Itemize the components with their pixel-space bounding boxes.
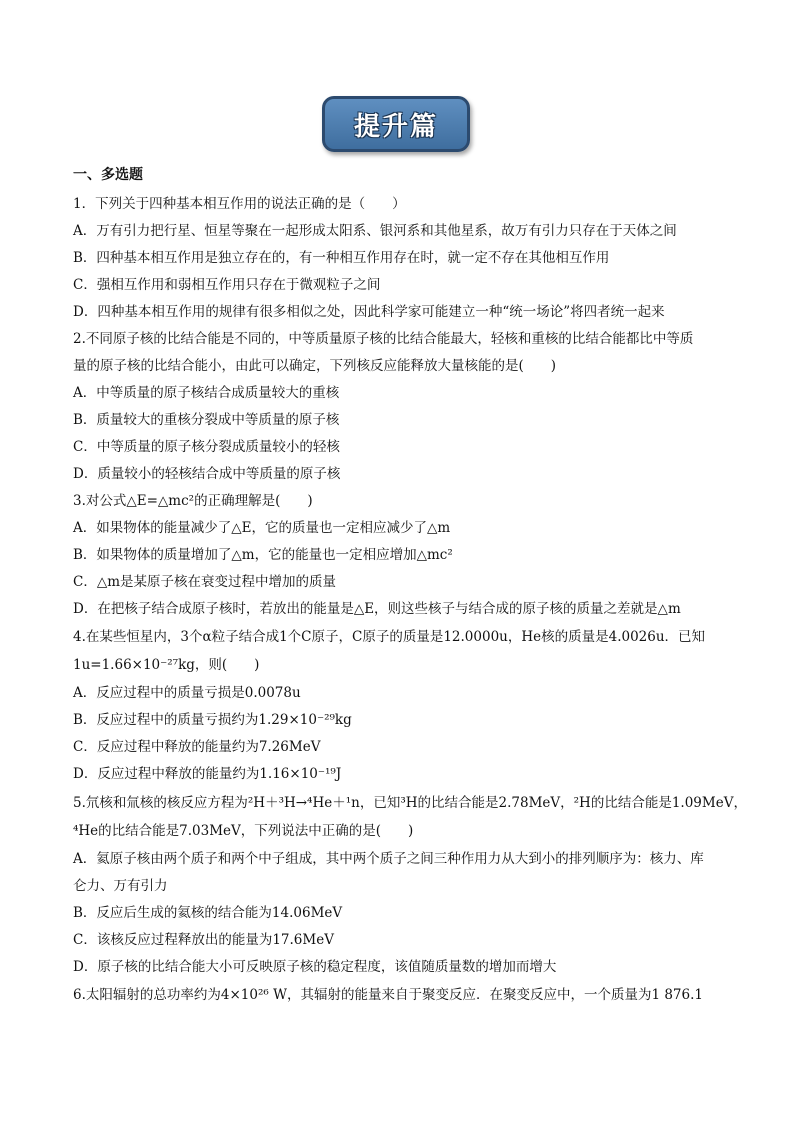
q2-option-c: C．中等质量的原子核分裂成质量较小的轻核	[73, 439, 340, 455]
q4-option-b: B．反应过程中的质量亏损约为1.29×10⁻²⁹kg	[73, 712, 352, 728]
q3-option-b: B．如果物体的质量增加了△m，它的能量也一定相应增加△mc²	[73, 547, 453, 563]
section-heading: 一、多选题	[73, 167, 143, 183]
q5-stem-line2: ⁴He的比结合能是7.03MeV，下列说法中正确的是( )	[73, 823, 414, 839]
q1-option-a: A．万有引力把行星、恒星等聚在一起形成太阳系、银河系和其他星系，故万有引力只存在于天体之间	[73, 223, 677, 239]
q5-option-a-line1: A．氦原子核由两个质子和两个中子组成，其中两个质子之间三种作用力从大到小的排列顺序为：核力、库	[73, 851, 704, 867]
q3-option-a: A．如果物体的能量减少了△E，它的质量也一定相应减少了△m	[73, 520, 451, 536]
q5-option-a-line2: 仑力、万有引力	[73, 878, 168, 894]
q2-stem-line1: 2.不同原子核的比结合能是不同的，中等质量原子核的比结合能最大，轻核和重核的比结合能都比中等质	[73, 331, 694, 347]
q3-stem: 3.对公式△E=△mc²的正确理解是( )	[73, 493, 313, 509]
q5-option-d: D．原子核的比结合能大小可反映原子核的稳定程度，该值随质量数的增加而增大	[73, 959, 557, 975]
q1-option-d: D．四种基本相互作用的规律有很多相似之处，因此科学家可能建立一种“统一场论”将四者统一起来	[73, 304, 665, 320]
q2-option-d: D．质量较小的轻核结合成中等质量的原子核	[73, 466, 341, 482]
q2-option-a: A．中等质量的原子核结合成质量较大的重核	[73, 385, 340, 401]
q4-stem-line1: 4.在某些恒星内，3个α粒子结合成1个C原子，C原子的质量是12.0000u，He核的质量是4.0026u．已知	[73, 629, 706, 645]
q4-option-c: C．反应过程中释放的能量约为7.26MeV	[73, 739, 321, 755]
q2-option-b: B．质量较大的重核分裂成中等质量的原子核	[73, 412, 340, 428]
q3-option-d: D．在把核子结合成原子核时，若放出的能量是△E，则这些核子与结合成的原子核的质量之差就是△m	[73, 601, 681, 617]
q4-option-a: A．反应过程中的质量亏损是0.0078u	[73, 685, 301, 701]
q2-stem-line2: 量的原子核的比结合能小，由此可以确定，下列核反应能释放大量核能的是( )	[73, 358, 557, 374]
q5-option-b: B．反应后生成的氦核的结合能为14.06MeV	[73, 905, 343, 921]
q3-option-c: C．△m是某原子核在衰变过程中增加的质量	[73, 574, 337, 590]
q1-option-b: B．四种基本相互作用是独立存在的，有一种相互作用存在时，就一定不存在其他相互作用	[73, 250, 610, 266]
q1-option-c: C．强相互作用和弱相互作用只存在于微观粒子之间	[73, 277, 381, 293]
q4-stem-line2: 1u=1.66×10⁻²⁷kg，则( )	[73, 657, 260, 673]
q5-option-c: C．该核反应过程释放出的能量为17.6MeV	[73, 932, 334, 948]
q5-stem-line1: 5.氘核和氚核的核反应方程为²H＋³H→⁴He＋¹n，已知³H的比结合能是2.78MeV，²H的比结合能是1.09MeV，	[73, 795, 747, 811]
page-title: 提升篇	[353, 111, 438, 142]
q4-option-d: D．反应过程中释放的能量约为1.16×10⁻¹⁹J	[73, 766, 342, 782]
title-banner	[322, 96, 470, 152]
q6-stem-line1: 6.太阳辐射的总功率约为4×10²⁶ W，其辐射的能量来自于聚变反应．在聚变反应中，一个质量为1 876.1	[73, 987, 703, 1003]
q1-stem: 1．下列关于四种基本相互作用的说法正确的是（ ）	[73, 196, 406, 212]
